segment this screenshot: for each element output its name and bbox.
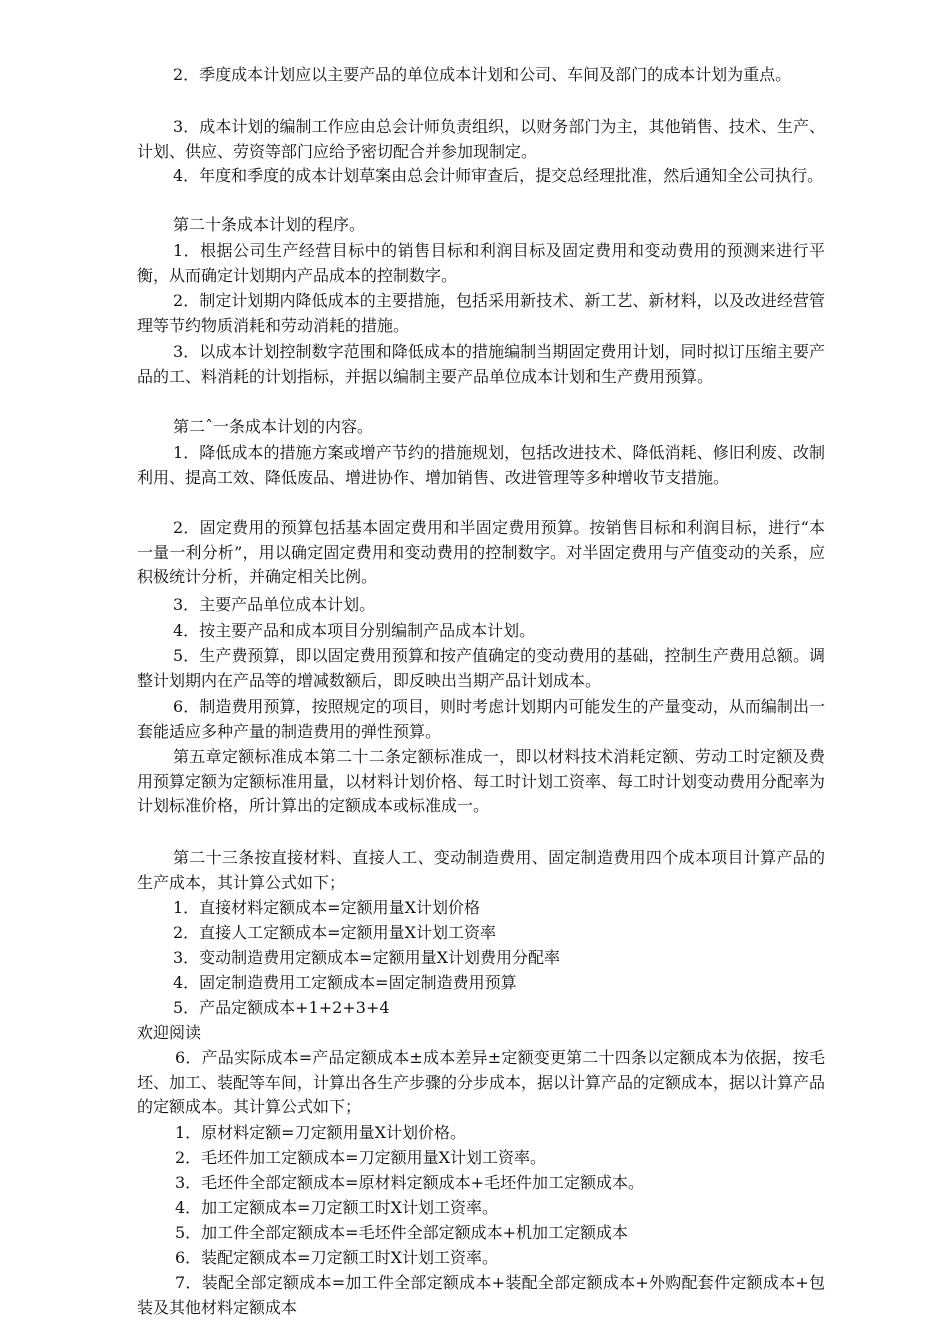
paragraph-10: 2．固定费用的预算包括基本固定费用和半固定费用预算。按销售目标和利润目标，进行“本一量一利分析”，用以确定固定费用和变动费用的控制数字。对半固定费用与产值变动的关系，应积极统计分析，并确定相关比例。 [137, 518, 825, 587]
chapter-5-paragraph: 第五章定额标准成本第二十二条定额标准成一，即以材料技术消耗定额、劳动工时定额及费用预算定额为定额标准用量，以材料计划价格、每工时计划工资率、每工时计划变动费用分配率为计划标准价格，所计算出的定额成本或标准成一。 [137, 747, 826, 816]
welcome-text: 欢迎阅读 [137, 1023, 202, 1042]
paragraph-14: 6．制造费用预算，按照规定的项目，则时考虑计划期内可能发生的产量变动，从而编制出一套能适应多种产量的制造费用的弹性预算。 [137, 697, 825, 741]
step-formula-7: 7．装配全部定额成本=加工件全部定额成本+装配全部定额成本+外购配套件定额成本+包装及其他材料定额成本 [137, 1273, 825, 1317]
step-formula-1: 1．原材料定额=刀定额用量X计划价格。 [175, 1123, 466, 1142]
formula-item-1: 1．直接材料定额成本=定额用量X计划价格 [173, 898, 480, 917]
paragraph-item-6: 6．产品实际成本=产品定额成本±成本差异±定额变更第二十四条以定额成本为依据，按毛坯、加工、装配等车间，计算出各生产步骤的分步成本，据以计算产品的定额成本，据以计算产品的定额成本。其计算公式如下； [137, 1048, 826, 1117]
formula-item-3: 3．变动制造费用定额成本=定额用量X计划费用分配率 [173, 948, 560, 967]
step-formula-3: 3．毛坯件全部定额成本=原材料定额成本+毛坯件加工定额成本。 [175, 1173, 644, 1192]
paragraph-5: 1．根据公司生产经营目标中的销售目标和利润目标及固定费用和变动费用的预测来进行平衡，从而确定计划期内产品成本的控制数字。 [137, 241, 825, 285]
paragraph-7: 3．以成本计划控制数字范围和降低成本的措施编制当期固定费用计划，同时拟订压缩主要产品的工、料消耗的计划指标，并据以编制主要产品单位成本计划和生产费用预算。 [137, 342, 825, 386]
step-formula-6: 6．装配定额成本=刀定额工时X计划工资率。 [175, 1248, 498, 1267]
formula-item-2: 2．直接人工定额成本=定额用量X计划工资率 [173, 923, 496, 942]
formula-item-4: 4．固定制造费用工定额成本=固定制造费用预算 [173, 973, 517, 992]
paragraph-13: 5．生产费预算，即以固定费用预算和按产值确定的变动费用的基础，控制生产费用总额。调整计划期内在产品等的增减数额后，即反映出当期产品计划成本。 [137, 646, 825, 690]
paragraph-9: 1．降低成本的措施方案或增产节约的措施规划，包括改进技术、降低消耗、修旧利废、改制利用、提高工效、降低废品、增进协作、增加销售、改进管理等多种增收节支措施。 [137, 443, 825, 487]
paragraph-2: 3．成本计划的编制工作应由总会计师负责组织，以财务部门为主，其他销售、技术、生产、计划、供应、劳资等部门应给予密切配合并参加现制定。 [137, 117, 825, 161]
paragraph-3: 4．年度和季度的成本计划草案由总会计师审查后，提交总经理批准，然后通知全公司执行。 [173, 166, 824, 185]
step-formula-2: 2．毛坯件加工定额成本=刀定额用量X计划工资率。 [175, 1148, 546, 1167]
step-formula-5: 5．加工件全部定额成本=毛坯件全部定额成本+机加工定额成本 [175, 1223, 628, 1242]
step-formula-4: 4．加工定额成本=刀定额工时X计划工资率。 [175, 1198, 498, 1217]
paragraph-1: 2．季度成本计划应以主要产品的单位成本计划和公司、车间及部门的成本计划为重点。 [173, 65, 792, 84]
paragraph-12: 4．按主要产品和成本项目分别编制产品成本计划。 [173, 621, 536, 640]
paragraph-6: 2．制定计划期内降低成本的主要措施，包括采用新技术、新工艺、新材料，以及改进经营管理等节约物质消耗和劳动消耗的措施。 [137, 291, 825, 335]
section-23-paragraph: 第二十三条按直接材料、直接人工、变动制造费用、固定制造费用四个成本项目计算产品的生产成本，其计算公式如下； [137, 848, 825, 892]
formula-item-5: 5．产品定额成本+1+2+3+4 [173, 998, 390, 1017]
section-heading-20: 第二十条成本计划的程序。 [173, 215, 366, 234]
paragraph-11: 3．主要产品单位成本计划。 [173, 595, 376, 614]
section-heading-21: 第二ˆ一条成本计划的内容。 [173, 417, 374, 436]
